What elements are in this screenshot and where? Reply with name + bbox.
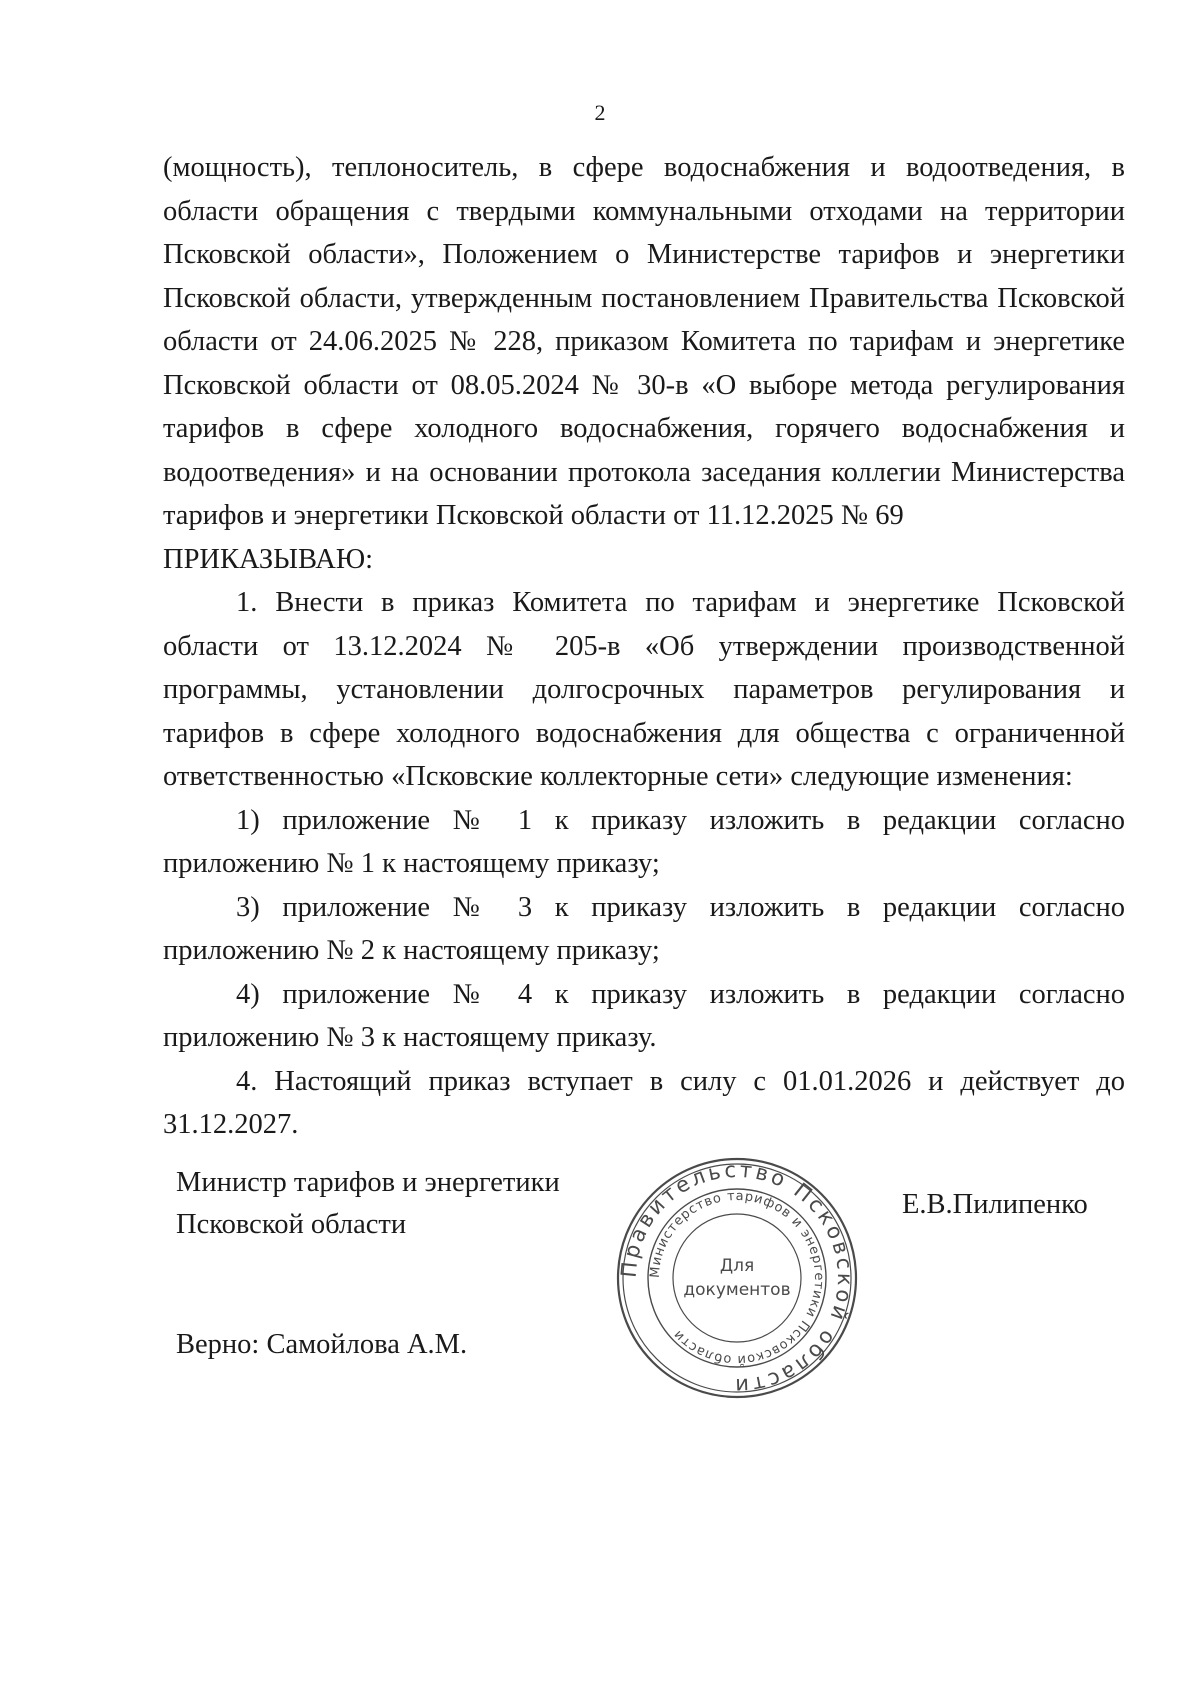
page-number: 2 [594, 100, 606, 125]
preamble-paragraph: (мощность), теплоноситель, в сфере водоснабжения и водоотведения, в области обращения с твердыми коммунальными отходами на территории Псковской области», Положением о Министерстве тарифов и энергетики Псковской области, утвержденным постановлением Правительства Псковской области от 24.06.2025 № 228, приказом Комитета по тарифам и энергетике Псковской области от 08.05.2024 № 30-в «О выборе метода регулирования тарифов в сфере холодного водоснабжения, горячего водоснабжения и водоотведения» и на основании протокола заседания коллегии Министерства тарифов и энергетики Псковской области от 11.12.2025 № 69 [163, 152, 1125, 531]
seal-stamp-icon [612, 1153, 862, 1403]
official-seal [612, 1153, 862, 1403]
signer-name: Е.В.Пилипенко [902, 1189, 1088, 1220]
svg-text:Министерство тарифов и энергет [648, 1189, 826, 1367]
seal-center-line-1: Для [719, 1256, 755, 1276]
document-body [163, 146, 1125, 1147]
signer-title-line-1: Министр тарифов и энергетики [176, 1167, 560, 1198]
order-heading: ПРИКАЗЫВАЮ: [163, 543, 374, 575]
clause-4-paragraph: 4. Настоящий приказ вступает в силу с 01.01.2026 и действует до 31.12.2027. [163, 1065, 1125, 1140]
signer-title-line-2: Псковской области [176, 1209, 407, 1240]
signer-title [176, 1162, 560, 1246]
seal-outer-text: Правительство Псковской области [616, 1157, 858, 1399]
certified-copy-note: Верно: Самойлова А.М. [176, 1329, 468, 1360]
seal-center-line-2: документов [683, 1280, 791, 1300]
seal-inner-text: Министерство тарифов и энергетики Псковской области [647, 1188, 827, 1368]
subclause-3-paragraph: 3) приложение № 3 к приказу изложить в редакции согласно приложению № 2 к настоящему приказу; [163, 891, 1125, 966]
clause-1-paragraph: 1. Внести в приказ Комитета по тарифам и энергетике Псковской области от 13.12.2024 № 205-в «Об утверждении производственной программы, установлении долгосрочных параметров регулирования и тарифов в сфере холодного водоснабжения для общества с ограниченной ответственностью «Псковские коллекторные сети» следующие изменения: [163, 587, 1125, 792]
subclause-1-paragraph: 1) приложение № 1 к приказу изложить в редакции согласно приложению № 1 к настоящему приказу; [163, 804, 1125, 879]
subclause-4-paragraph: 4) приложение № 4 к приказу изложить в редакции согласно приложению № 3 к настоящему приказу. [163, 978, 1125, 1053]
